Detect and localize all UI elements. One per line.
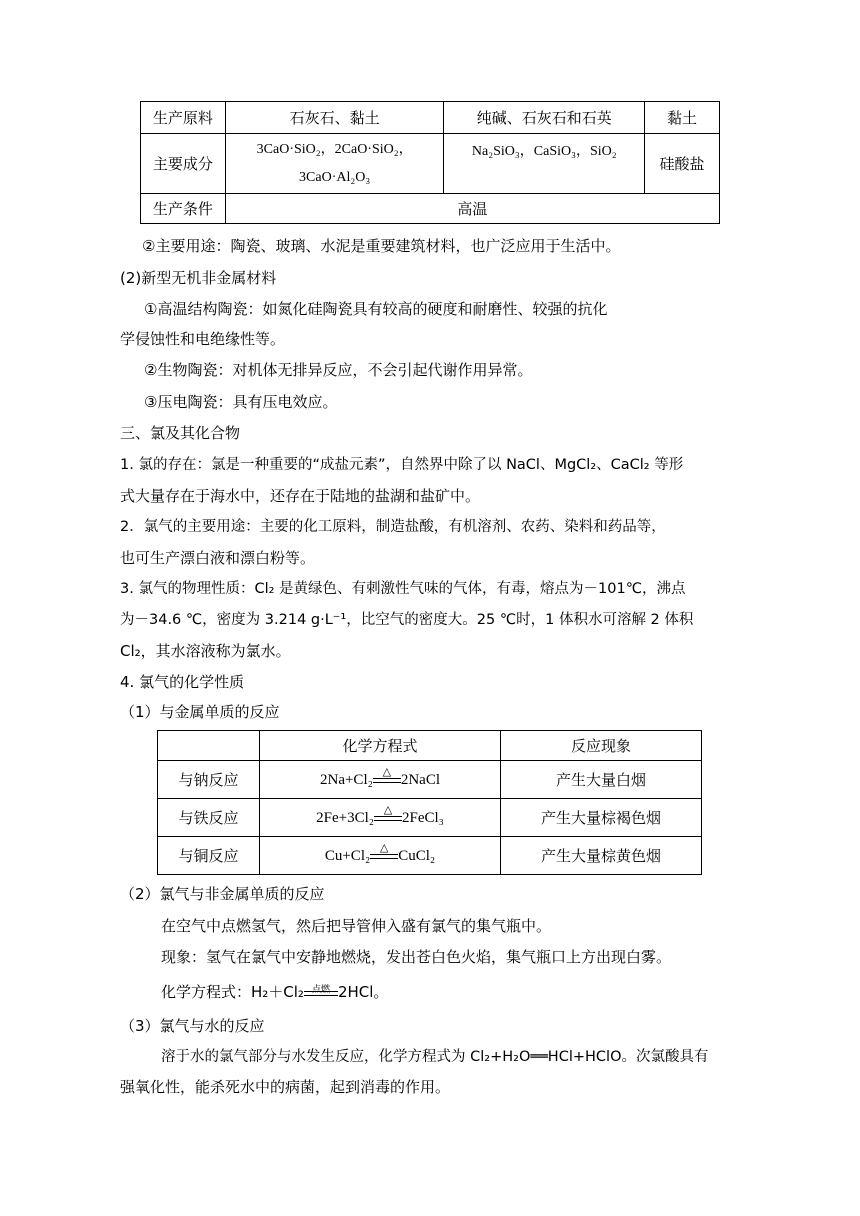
row-label: 与钠反应 bbox=[158, 761, 260, 799]
paragraph: 4. 氯气的化学性质 bbox=[120, 673, 245, 691]
row-label: 生产原料 bbox=[141, 102, 226, 134]
cell: Na₂SiO₃，CaSiO₃，SiO₂ bbox=[444, 134, 645, 194]
paragraph: 为－34.6 ℃，密度为 3.214 g·L⁻¹，比空气的密度大。25 ℃时，1 体积水可溶解 2 体积 bbox=[120, 612, 694, 628]
heat-condition bbox=[374, 803, 402, 827]
equation-lhs: 2Na+Cl₂ bbox=[319, 772, 373, 788]
heat-symbol-icon: △ bbox=[379, 841, 389, 854]
heat-condition bbox=[373, 765, 401, 789]
formula-line: 3CaO·Al₂O₃ bbox=[299, 169, 371, 185]
paragraph: 式大量存在于海水中，还存在于陆地的盐湖和盐矿中。 bbox=[120, 487, 481, 505]
phenomenon-cell: 产生大量白烟 bbox=[501, 761, 702, 799]
subheading: （2）氯气与非金属单质的反应 bbox=[120, 885, 325, 903]
cell bbox=[225, 134, 444, 194]
ignite-label: 点燃 bbox=[311, 985, 330, 995]
equation bbox=[324, 841, 436, 865]
paragraph: ①高温结构陶瓷：如氮化硅陶瓷具有较高的硬度和耐磨性、较强的抗化 bbox=[144, 300, 608, 318]
paragraph: 1. 氯的存在：氯是一种重要的“成盐元素”，自然界中除了以 NaCl、MgCl₂、CaCl₂ 等形 bbox=[120, 457, 684, 473]
cell: 纯碱、石灰石和石英 bbox=[444, 102, 645, 134]
equation bbox=[319, 765, 441, 789]
paragraph: 3. 氯气的物理性质：Cl₂ 是黄绿色、有刺激性气味的气体，有毒，熔点为－101℃，沸点 bbox=[120, 581, 686, 597]
paragraph: 强氧化性，能杀死水中的病菌，起到消毒的作用。 bbox=[120, 1078, 451, 1096]
formula-line: 3CaO·SiO₂，2CaO·SiO₂， bbox=[256, 141, 413, 157]
header-cell bbox=[158, 731, 260, 761]
equation bbox=[316, 803, 444, 827]
paragraph: ②生物陶瓷：对机体无排异反应，不会引起代谢作用异常。 bbox=[144, 361, 533, 379]
row-label: 与铁反应 bbox=[158, 799, 260, 837]
equation-lhs: 2Fe+3Cl₂ bbox=[316, 810, 374, 826]
paragraph: 学侵蚀性和电绝缘性等。 bbox=[120, 330, 286, 348]
cement-glass-ceramic-table bbox=[140, 101, 720, 224]
heat-condition bbox=[370, 841, 398, 865]
equation-rhs: 2NaCl bbox=[400, 772, 441, 788]
row-label: 生产条件 bbox=[141, 194, 226, 224]
paragraph: 2．氯气的主要用途：主要的化工原料，制造盐酸，有机溶剂、农药、染料和药品等， bbox=[120, 519, 666, 535]
section-heading: 三、氯及其化合物 bbox=[120, 424, 241, 442]
row-label: 与铜反应 bbox=[158, 837, 260, 875]
equation-cell bbox=[260, 837, 501, 875]
header-cell: 反应现象 bbox=[501, 731, 702, 761]
chlorine-metal-reaction-table bbox=[157, 730, 702, 875]
phenomenon-cell: 产生大量棕黄色烟 bbox=[501, 837, 702, 875]
equation-rhs: CuCl₂ bbox=[398, 848, 436, 864]
subheading: (2)新型无机非金属材料 bbox=[120, 269, 277, 287]
paragraph: ②主要用途：陶瓷、玻璃、水泥是重要建筑材料，也广泛应用于生活中。 bbox=[142, 237, 621, 255]
cell: 黏土 bbox=[645, 102, 720, 134]
equation-rhs: 2FeCl₃ bbox=[401, 810, 444, 826]
heat-symbol-icon: △ bbox=[382, 765, 392, 778]
heat-symbol-icon: △ bbox=[383, 803, 393, 816]
row-label: 主要成分 bbox=[141, 134, 226, 194]
paragraph: ③压电陶瓷：具有压电效应。 bbox=[144, 393, 338, 411]
cell: 石灰石、黏土 bbox=[225, 102, 444, 134]
paragraph: 溶于水的氯气部分与水发生反应，化学方程式为 Cl₂+H₂O══HCl+HClO。次氯酸具有 bbox=[161, 1049, 709, 1065]
subheading: （3）氯气与水的反应 bbox=[120, 1017, 265, 1035]
equation-suffix: 2HCl。 bbox=[337, 983, 389, 1001]
equation-lhs: Cu+Cl₂ bbox=[324, 848, 371, 864]
equation-cell bbox=[260, 799, 501, 837]
paragraph: 也可生产漂白液和漂白粉等。 bbox=[120, 549, 316, 567]
equation-prefix: 化学方程式：H₂＋Cl₂ bbox=[161, 983, 304, 1001]
paragraph: 在空气中点燃氢气，然后把导管伸入盛有氯气的集气瓶中。 bbox=[161, 917, 552, 935]
equation-line bbox=[161, 982, 388, 1002]
paragraph: 现象：氢气在氯气中安静地燃烧，发出苍白色火焰，集气瓶口上方出现白雾。 bbox=[161, 948, 672, 966]
subheading: （1）与金属单质的反应 bbox=[120, 703, 280, 721]
paragraph: Cl₂，其水溶液称为氯水。 bbox=[120, 642, 291, 660]
cell: 硅酸盐 bbox=[645, 134, 720, 194]
phenomenon-cell: 产生大量棕褐色烟 bbox=[501, 799, 702, 837]
cell: 高温 bbox=[225, 194, 719, 224]
equation-cell bbox=[260, 761, 501, 799]
header-cell: 化学方程式 bbox=[260, 731, 501, 761]
ignite-condition bbox=[304, 984, 338, 1002]
